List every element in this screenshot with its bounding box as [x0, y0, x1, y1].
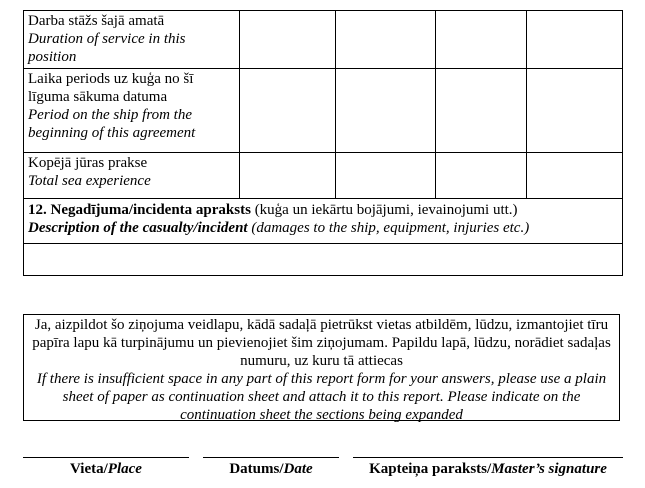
master-signature-label — [353, 460, 623, 478]
entry-cell[interactable] — [240, 11, 336, 69]
place-label-en: Place — [107, 461, 142, 477]
master-label-en: Master’s signature — [491, 461, 607, 477]
label-en: Period on the ship from the beginning of this agreement — [28, 107, 196, 141]
row-label — [24, 69, 240, 153]
experience-table — [23, 10, 623, 276]
label-lv: Laika periods uz kuģa no šī līguma sākuma datuma — [28, 71, 194, 105]
place-label-lv: Vieta/ — [70, 461, 108, 477]
place-label — [23, 460, 189, 478]
notice-en: If there is insufficient space in any part of this report form for your answers, please use a plain sheet of paper as continuation sheet and attach it to this report. Please indicate on the continuation sheet the sections being expanded — [36, 371, 607, 423]
master-label-lv: Kapteiņa paraksts/ — [369, 461, 492, 477]
section-12-note-lv: (kuģa un iekārtu bojājumi, ievainojumi utt.) — [250, 202, 518, 218]
date-label-en: Date — [283, 461, 313, 477]
section-12-title-lv: 12. Negadījuma/incidenta apraksts — [28, 202, 251, 218]
table-row — [24, 153, 623, 199]
entry-cell[interactable] — [336, 69, 436, 153]
entry-cell[interactable] — [436, 11, 527, 69]
row-label — [24, 11, 240, 69]
date-signature-line[interactable] — [203, 457, 339, 458]
section-12-answer-row — [24, 244, 623, 276]
label-en: Total sea experience — [28, 173, 151, 189]
entry-cell[interactable] — [240, 69, 336, 153]
label-en: Duration of service in this position — [28, 31, 186, 65]
date-label-lv: Datums/ — [229, 461, 284, 477]
row-label — [24, 153, 240, 199]
entry-cell[interactable] — [436, 153, 527, 199]
section-12-heading — [24, 199, 623, 244]
entry-cell[interactable] — [436, 69, 527, 153]
entry-cell[interactable] — [527, 69, 623, 153]
entry-cell[interactable] — [527, 153, 623, 199]
notice-lv: Ja, aizpildot šo ziņojuma veidlapu, kādā sadaļā pietrūkst vietas atbildēm, lūdzu, izmantojiet tīru papīra lapu kā turpinājumu un pievienojiet šim ziņojumam. Papildu lapā, lūdzu, norādiet sadaļas numuru, uz kuru tā attiecas — [32, 317, 611, 369]
continuation-notice — [23, 314, 620, 421]
entry-cell[interactable] — [336, 11, 436, 69]
label-lv: Kopējā jūras prakse — [28, 155, 148, 171]
table-row — [24, 11, 623, 69]
table-row — [24, 69, 623, 153]
section-12-answer-field[interactable] — [24, 244, 623, 276]
entry-cell[interactable] — [336, 153, 436, 199]
date-label — [203, 460, 339, 478]
section-12-title-en: Description of the casualty/incident — [28, 220, 248, 236]
label-lv: Darba stāžs šajā amatā — [28, 13, 165, 29]
entry-cell[interactable] — [527, 11, 623, 69]
section-12-note-en: (damages to the ship, equipment, injuries etc.) — [247, 220, 530, 236]
section-12-heading-row — [24, 199, 623, 244]
master-signature-line[interactable] — [353, 457, 623, 458]
place-signature-line[interactable] — [23, 457, 189, 458]
entry-cell[interactable] — [240, 153, 336, 199]
